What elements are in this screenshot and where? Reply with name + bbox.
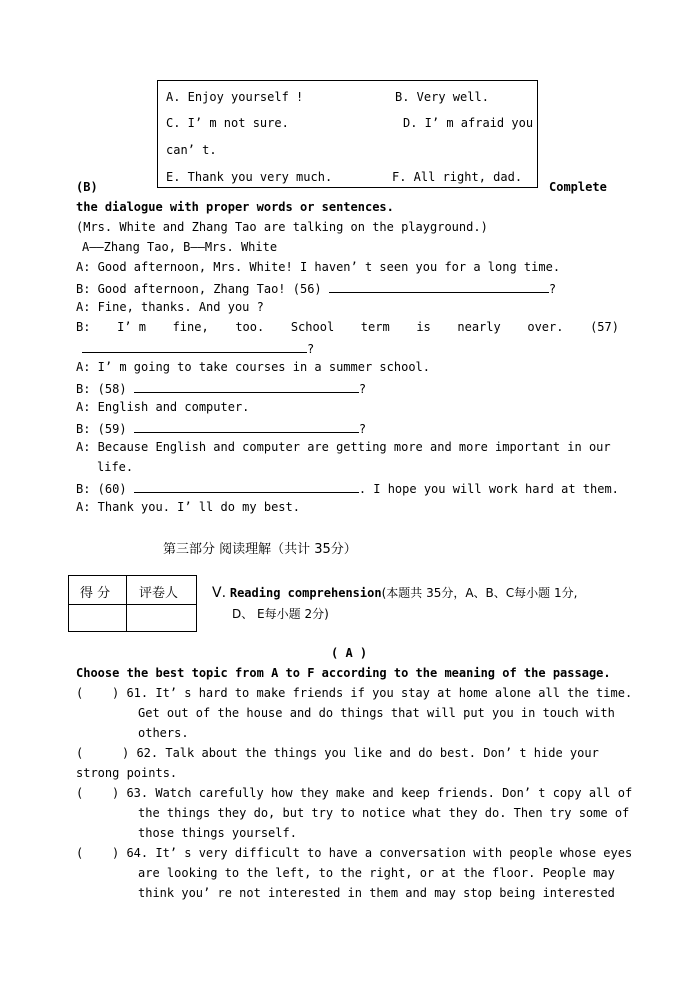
blank-59[interactable] xyxy=(134,420,359,433)
dialogue-line-8-text: B: (59) xyxy=(76,422,127,436)
part-b-instruction: the dialogue with proper words or sentences. xyxy=(76,200,394,214)
word: I’ m xyxy=(117,320,146,334)
blank-56[interactable] xyxy=(329,280,549,293)
dialogue-line-6 xyxy=(76,380,366,396)
q63-line-3: those things yourself. xyxy=(138,826,297,840)
section-v-heading xyxy=(212,584,577,601)
option-b: B. Very well. xyxy=(395,90,489,104)
q-mark-58: ? xyxy=(358,382,367,396)
part-b-roles: A——Zhang Tao, B——Mrs. White xyxy=(82,240,278,254)
section-note-1: (本题共 35分，A、B、C每小题 1分, xyxy=(381,586,578,600)
section-title: Reading comprehension xyxy=(229,586,382,600)
q64-line-3: think you’ re not interested in them and may stop being interested xyxy=(138,886,615,900)
dialogue-line-10-text: B: (60) xyxy=(76,482,127,496)
word: fine, xyxy=(172,320,209,334)
dialogue-line-9: A: Because English and computer are getting more and more important in our xyxy=(76,440,611,454)
dialogue-line-4 xyxy=(76,320,619,334)
part-b-label: (B) xyxy=(76,180,98,194)
q63-line-2: the things they do, but try to notice what they do. Then try some of xyxy=(138,806,630,820)
paren-64[interactable]: ( xyxy=(76,846,84,860)
dialogue-line-8 xyxy=(76,420,366,436)
option-c: C. I’ m not sure. xyxy=(166,116,289,130)
option-d-continued: can’ t. xyxy=(166,143,217,157)
q63-line-1: ) 63. Watch carefully how they make and keep friends. Don’ t copy all of xyxy=(112,786,633,800)
word: B: xyxy=(76,320,91,334)
paren-62[interactable]: ( xyxy=(76,746,84,760)
q62-line-2: strong points. xyxy=(76,766,178,780)
q-mark-56: ? xyxy=(548,282,557,296)
dialogue-line-10 xyxy=(76,480,619,496)
option-e: E. Thank you very much. xyxy=(166,170,333,184)
dialogue-line-9b: life. xyxy=(97,460,134,474)
dialogue-line-7: A: English and computer. xyxy=(76,400,250,414)
part-b-complete: Complete xyxy=(549,180,607,194)
dialogue-line-6-text: B: (58) xyxy=(76,382,127,396)
score-table-divider-h xyxy=(69,604,196,605)
word: over. xyxy=(527,320,564,334)
q61-line-3: others. xyxy=(138,726,189,740)
dialogue-line-10-end: . I hope you will work hard at them. xyxy=(358,482,619,496)
section-a-instruction: Choose the best topic from A to F according to the meaning of the passage. xyxy=(76,666,611,680)
dialogue-line-2 xyxy=(76,280,556,296)
dialogue-line-1: A: Good afternoon, Mrs. White! I haven’ t seen you for a long time. xyxy=(76,260,561,274)
word: (57) xyxy=(590,320,619,334)
dialogue-line-11: A: Thank you. I’ ll do my best. xyxy=(76,500,300,514)
dialogue-line-4b xyxy=(82,340,314,356)
option-f: F. All right, dad. xyxy=(392,170,523,184)
option-d: D. I’ m afraid you xyxy=(403,116,534,130)
q64-line-2: are looking to the left, to the right, or at the floor. People may xyxy=(138,866,615,880)
blank-60[interactable] xyxy=(134,480,359,493)
blank-58[interactable] xyxy=(134,380,359,393)
section-note-2: D、 E每小题 2分) xyxy=(232,607,329,621)
q-mark-57: ? xyxy=(307,342,315,356)
section-a-label: ( A ) xyxy=(331,646,368,660)
q64-line-1: ) 64. It’ s very difficult to have a conversation with people whose eyes xyxy=(112,846,633,860)
word: School xyxy=(290,320,335,334)
dialogue-line-2-text: B: Good afternoon, Zhang Tao! (56) xyxy=(76,282,322,296)
score-table xyxy=(68,575,197,632)
word: too. xyxy=(235,320,265,334)
q-mark-59: ? xyxy=(358,422,367,436)
part3-title: 第三部分 阅读理解（共计 35分） xyxy=(163,542,357,557)
score-label: 得 分 xyxy=(80,586,111,601)
part-b-context: (Mrs. White and Zhang Tao are talking on the playground.) xyxy=(76,220,488,234)
paren-61[interactable]: ( xyxy=(76,686,84,700)
q62-line-1: ) 62. Talk about the things you like and do best. Don’ t hide your xyxy=(122,746,599,760)
reviewer-label: 评卷人 xyxy=(139,586,179,601)
paren-63[interactable]: ( xyxy=(76,786,84,800)
q61-line-1: ) 61. It’ s hard to make friends if you stay at home alone all the time. xyxy=(112,686,633,700)
blank-57[interactable] xyxy=(82,340,307,353)
option-a: A. Enjoy yourself ! xyxy=(166,90,304,104)
dialogue-line-5: A: I’ m going to take courses in a summer school. xyxy=(76,360,431,374)
word: is xyxy=(416,320,431,334)
dialogue-line-3: A: Fine, thanks. And you ? xyxy=(76,300,264,314)
word: nearly xyxy=(457,320,501,334)
q61-line-2: Get out of the house and do things that will put you in touch with xyxy=(138,706,615,720)
section-roman: Ⅴ. xyxy=(212,585,227,601)
word: term xyxy=(360,320,390,334)
